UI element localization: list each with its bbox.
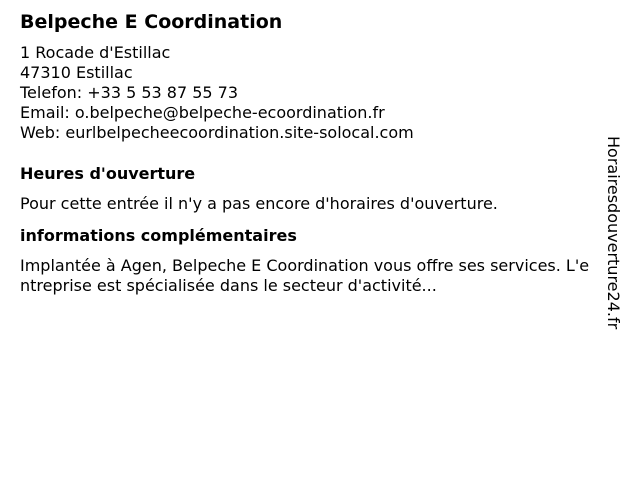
web-line: Web: eurlbelpecheecoordination.site-solocal.com: [20, 123, 414, 142]
phone-line: Telefon: +33 5 53 87 55 73: [20, 83, 239, 102]
opening-hours-text: Pour cette entrée il n'y a pas encore d'horaires d'ouverture.: [20, 194, 498, 213]
address-city: 47310 Estillac: [20, 63, 133, 82]
contact-details: [20, 43, 590, 143]
email-line: Email: o.belpeche@belpeche-ecoordination.fr: [20, 103, 385, 122]
additional-info-heading: informations complémentaires: [20, 226, 297, 245]
address-street: 1 Rocade d'Estillac: [20, 43, 171, 62]
business-card: [20, 10, 590, 296]
additional-info-text: Implantée à Agen, Belpeche E Coordination vous offre ses services. L'entreprise est spécialisée dans le secteur d'activité...: [20, 256, 590, 295]
site-watermark: Horairesdouverture24.fr: [604, 136, 623, 330]
business-name: Belpeche E Coordination: [20, 11, 283, 33]
opening-hours-heading: Heures d'ouverture: [20, 164, 196, 183]
